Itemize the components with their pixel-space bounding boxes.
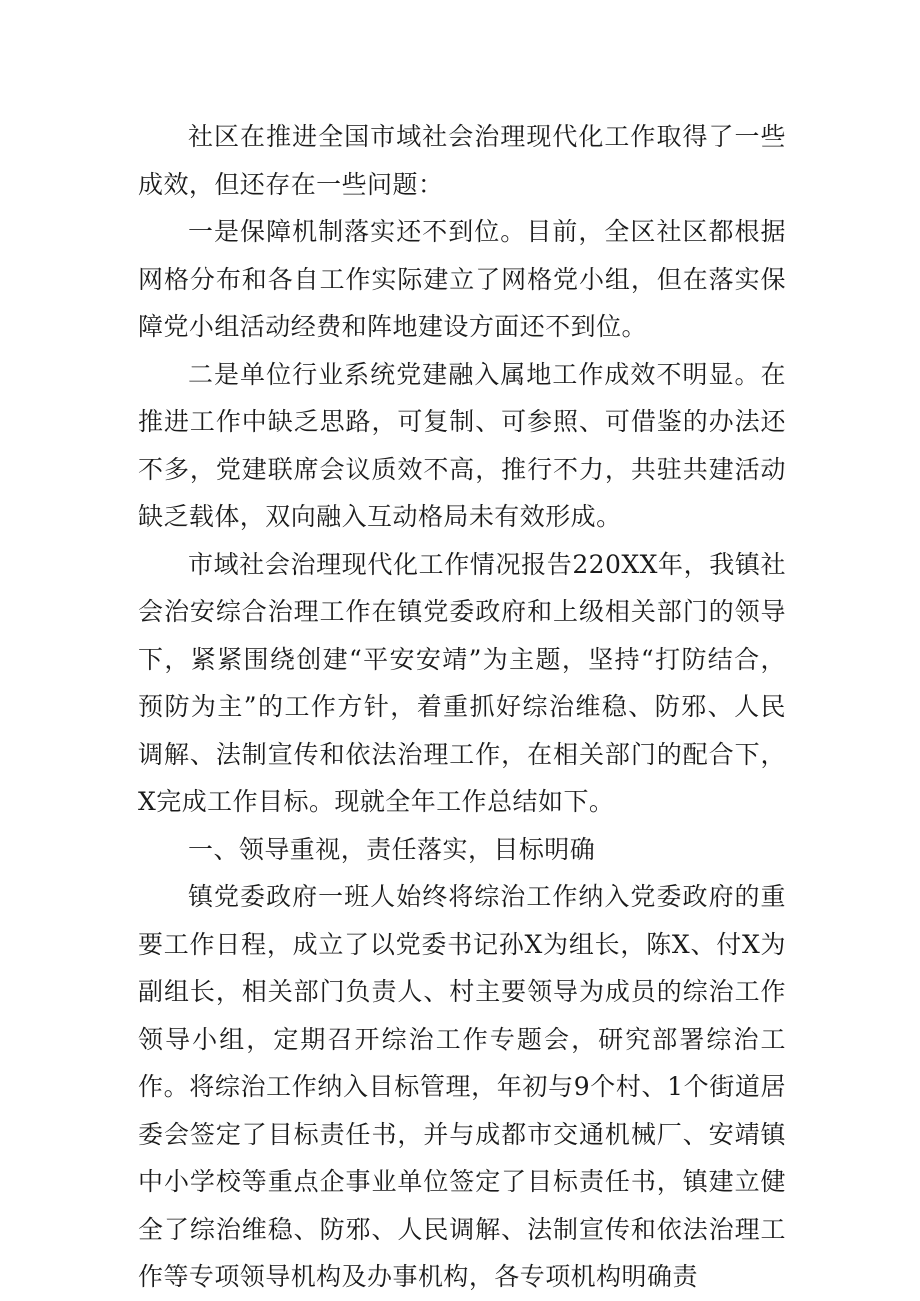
- paragraph: 二是单位行业系统党建融入属地工作成效不明显。在推进工作中缺乏思路，可复制、可参照、可借鉴的办法还不多，党建联席会议质效不高，推行不力，共驻共建活动缺乏载体，双向融入互动格局未有效形成。: [138, 359, 786, 531]
- paragraph: 市域社会治理现代化工作情况报告220XX年，我镇社会治安综合治理工作在镇党委政府和上级相关部门的领导下，紧紧围绕创建“平安安靖”为主题，坚持“打防结合，预防为主”的工作方针，着重抓好综治维稳、防邪、人民调解、法制宣传和依法治理工作，在相关部门的配合下，X完成工作目标。现就全年工作总结如下。: [138, 549, 786, 816]
- paragraph: 社区在推进全国市域社会治理现代化工作取得了一些成效，但还存在一些问题：: [138, 122, 786, 199]
- paragraph: 一是保障机制落实还不到位。目前，全区社区都根据网格分布和各自工作实际建立了网格党小组，但在落实保障党小组活动经费和阵地建设方面还不到位。: [138, 217, 786, 341]
- paragraph: 镇党委政府一班人始终将综治工作纳入党委政府的重要工作日程，成立了以党委书记孙X为组长，陈X、付X为副组长，相关部门负责人、村主要领导为成员的综治工作领导小组，定期召开综治工作专题会，研究部署综治工作。将综治工作纳入目标管理，年初与9个村、1个街道居委会签定了目标责任书，并与成都市交通机械厂、安靖镇中小学校等重点企事业单位签定了目标责任书，镇建立健全了综治维稳、防邪、人民调解、法制宣传和依法治理工作等专项领导机构及办事机构，各专项机构明确责: [138, 882, 786, 1291]
- document-body: [138, 113, 786, 1301]
- section-heading: 一、领导重视，责任落实，目标明确: [188, 834, 596, 864]
